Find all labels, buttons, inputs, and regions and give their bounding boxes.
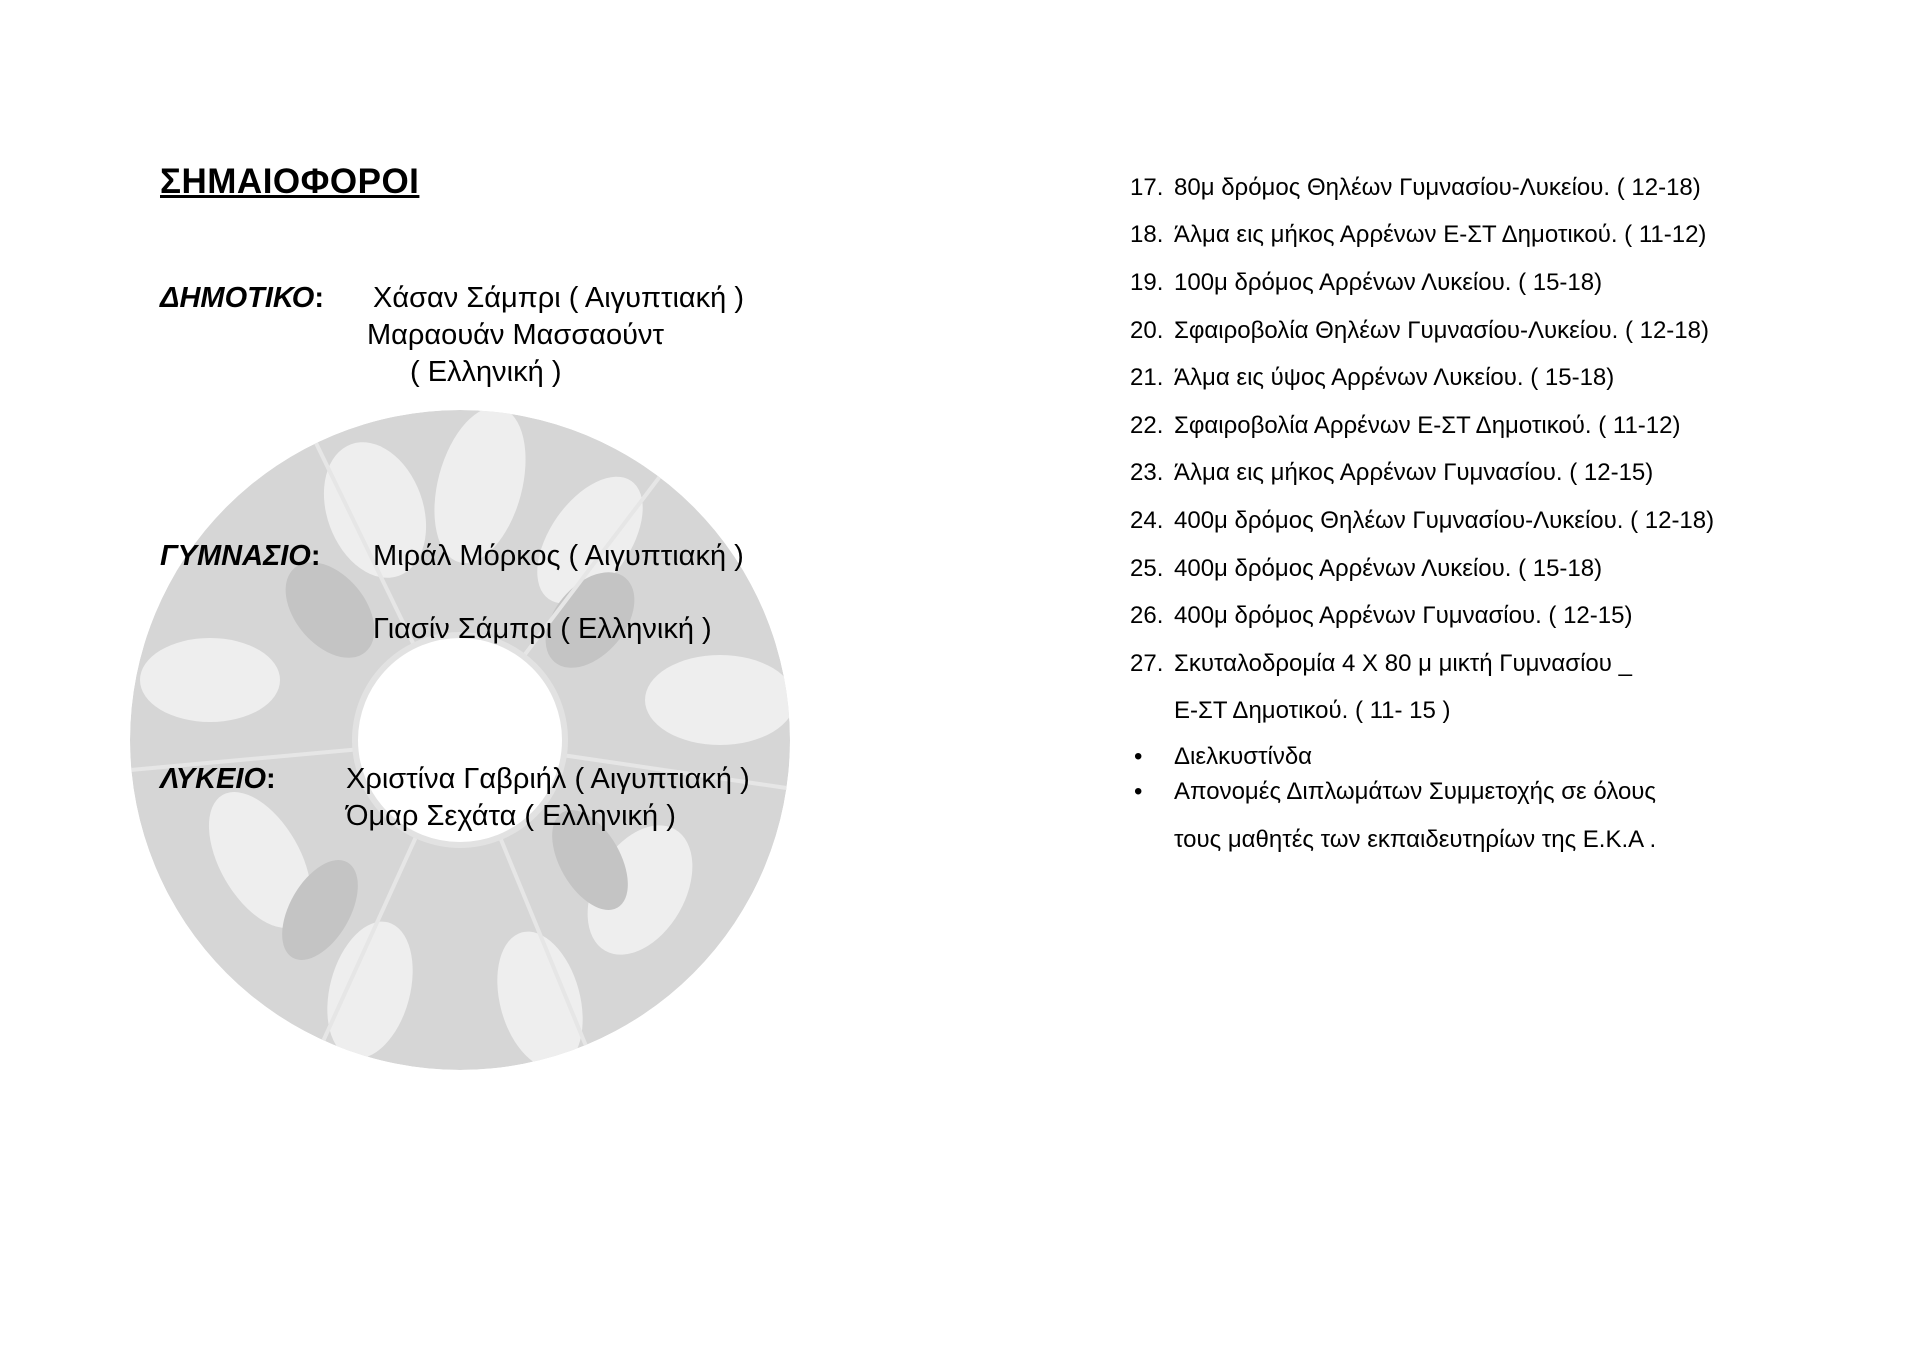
bullet-text: Διελκυστίνδα xyxy=(1174,743,1313,770)
gymnasio-name-1: Μιράλ Μόρκος ( Αιγυπτιακή ) xyxy=(373,540,744,572)
page-title: ΣΗΜΑΙΟΦΟΡΟΙ xyxy=(160,162,420,201)
lykeio-label xyxy=(160,763,276,796)
bullet-item xyxy=(1130,743,1312,771)
event-text: Άλμα εις μήκος Αρρένων Ε-ΣΤ Δημοτικού. ( 11-12) xyxy=(1174,221,1707,248)
list-item xyxy=(1130,555,1602,583)
bullet-item xyxy=(1130,778,1656,806)
label-colon: : xyxy=(266,763,276,795)
ancient-runners-medallion-image xyxy=(120,390,820,1090)
event-text: Σφαιροβολία Θηλέων Γυμνασίου-Λυκείου. ( 12-18) xyxy=(1174,317,1709,344)
event-number: 21. xyxy=(1130,364,1164,391)
event-text: 400μ δρόμος Θηλέων Γυμνασίου-Λυκείου. ( 12-18) xyxy=(1174,507,1715,534)
label-colon: : xyxy=(314,282,324,314)
event-text: Άλμα εις μήκος Αρρένων Γυμνασίου. ( 12-15) xyxy=(1174,459,1654,486)
gymnasio-name-2: Γιασίν Σάμπρι ( Ελληνική ) xyxy=(373,613,712,645)
event-number: 27. xyxy=(1130,650,1164,677)
list-item xyxy=(1130,602,1632,630)
dimotiko-name-2: Μαραουάν Μασσαούντ xyxy=(367,319,664,351)
event-text: Άλμα εις ύψος Αρρένων Λυκείου. ( 15-18) xyxy=(1174,364,1615,391)
list-item xyxy=(1130,650,1632,678)
event-number: 24. xyxy=(1130,507,1164,534)
bullet-text: τους μαθητές των εκπαιδευτηρίων της Ε.Κ.Α . xyxy=(1174,826,1657,853)
list-item xyxy=(1130,364,1614,392)
list-item xyxy=(1130,459,1653,487)
event-number: 19. xyxy=(1130,269,1164,296)
dimotiko-label-text: ΔΗΜΟΤΙΚΟ xyxy=(160,282,315,314)
event-text: 80μ δρόμος Θηλέων Γυμνασίου-Λυκείου. ( 12-18) xyxy=(1174,174,1701,201)
list-item xyxy=(1130,174,1701,202)
bullet-item-continuation xyxy=(1130,826,1656,854)
gymnasio-label xyxy=(160,540,320,573)
dimotiko-label xyxy=(160,282,324,315)
event-text: 100μ δρόμος Αρρένων Λυκείου. ( 15-18) xyxy=(1174,269,1603,296)
list-item xyxy=(1130,221,1706,249)
event-number: 22. xyxy=(1130,412,1164,439)
list-item xyxy=(1130,269,1602,297)
bullet-dot: • xyxy=(1134,743,1143,770)
event-text: Ε-ΣΤ Δημοτικού. ( 11- 15 ) xyxy=(1174,697,1451,724)
event-text: Σφαιροβολία Αρρένων Ε-ΣΤ Δημοτικού. ( 11-12) xyxy=(1174,412,1681,439)
lykeio-label-text: ΛΥΚΕΙΟ xyxy=(160,763,267,795)
list-item-continuation xyxy=(1130,697,1451,725)
dimotiko-name-2-nationality: ( Ελληνική ) xyxy=(410,356,562,388)
event-text: 400μ δρόμος Αρρένων Λυκείου. ( 15-18) xyxy=(1174,555,1603,582)
event-number: 20. xyxy=(1130,317,1164,344)
lykeio-name-2: Όμαρ Σεχάτα ( Ελληνική ) xyxy=(346,800,676,832)
label-colon: : xyxy=(310,540,321,572)
bullet-text: Απονομές Διπλωμάτων Συμμετοχής σε όλους xyxy=(1174,778,1656,805)
event-text: Σκυταλοδρομία 4 Χ 80 μ μικτή Γυμνασίου _ xyxy=(1174,650,1632,677)
list-item xyxy=(1130,507,1714,535)
event-number: 17. xyxy=(1130,174,1164,201)
lykeio-name-1: Χριστίνα Γαβριήλ ( Αιγυπτιακή ) xyxy=(346,763,750,795)
gymnasio-label-text: ΓΥΜΝΑΣΙΟ xyxy=(160,540,311,572)
bullet-dot: • xyxy=(1134,778,1143,805)
event-number: 18. xyxy=(1130,221,1164,248)
event-number: 26. xyxy=(1130,602,1164,629)
event-number: 25. xyxy=(1130,555,1164,582)
dimotiko-name-1: Χάσαν Σάμπρι ( Αιγυπτιακή ) xyxy=(373,282,745,314)
event-text: 400μ δρόμος Αρρένων Γυμνασίου. ( 12-15) xyxy=(1174,602,1633,629)
list-item xyxy=(1130,317,1709,345)
event-number: 23. xyxy=(1130,459,1164,486)
list-item xyxy=(1130,412,1680,440)
